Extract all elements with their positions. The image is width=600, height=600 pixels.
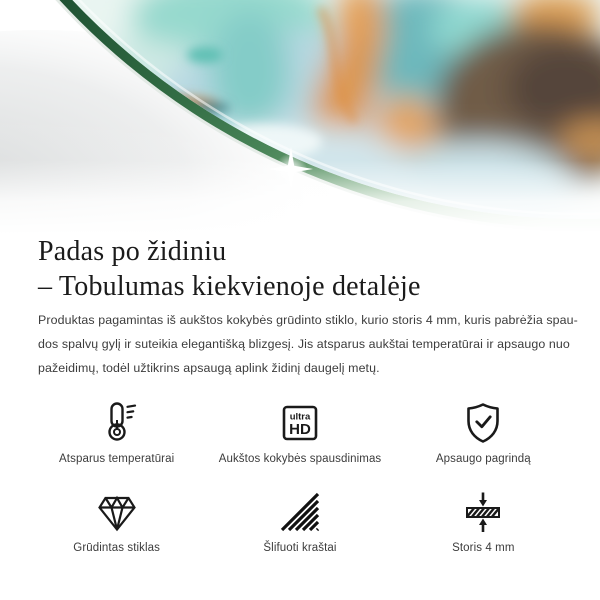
thermometer-icon [94,400,140,446]
shield-check-icon [460,400,506,446]
thickness-icon [460,489,506,535]
feature-item-polished-edges [208,487,391,554]
polished-edge-icon [277,489,323,535]
feature-label: Atsparus temperatūrai [59,453,175,465]
feature-item-tempered-glass [25,487,208,554]
feature-item-print-quality [208,398,391,465]
product-photo [0,0,600,235]
ultra-hd-icon [277,400,323,446]
page-title [38,234,421,304]
feature-label: Šlifuoti kraštai [263,542,337,554]
feature-item-temperature [25,398,208,465]
hd-label: HD [289,421,311,438]
feature-label: Storis 4 mm [452,542,515,554]
features-grid [25,398,575,554]
feature-label: Apsaugo pagrindą [435,453,531,465]
description-line: dos spalvų gylį ir suteikia elegantišką blizgesį. Jis atsparus aukštai temperatūrai ir apsaugo nuo [38,337,570,351]
description-paragraph [38,308,578,380]
glass-disc-image [0,0,600,235]
feature-item-protection [392,398,575,465]
feature-label: Grūdintas stiklas [73,542,161,554]
feature-item-thickness [392,487,575,554]
feature-label: Aukštos kokybės spausdinimas [218,453,382,465]
ultra-label: ultra [289,411,311,423]
title-line-2: – Tobulumas kiekvienoje detalėje [38,271,421,302]
diamond-icon [94,489,140,535]
title-line-1: Padas po židiniu [38,236,227,267]
description-line: Produktas pagamintas iš aukštos kokybės grūdinto stiklo, kurio storis 4 mm, kuris pabrėžia spau- [38,313,578,327]
description-line: pažeidimų, todėl užtikrins apsaugą aplink židinį daugelį metų. [38,361,380,375]
